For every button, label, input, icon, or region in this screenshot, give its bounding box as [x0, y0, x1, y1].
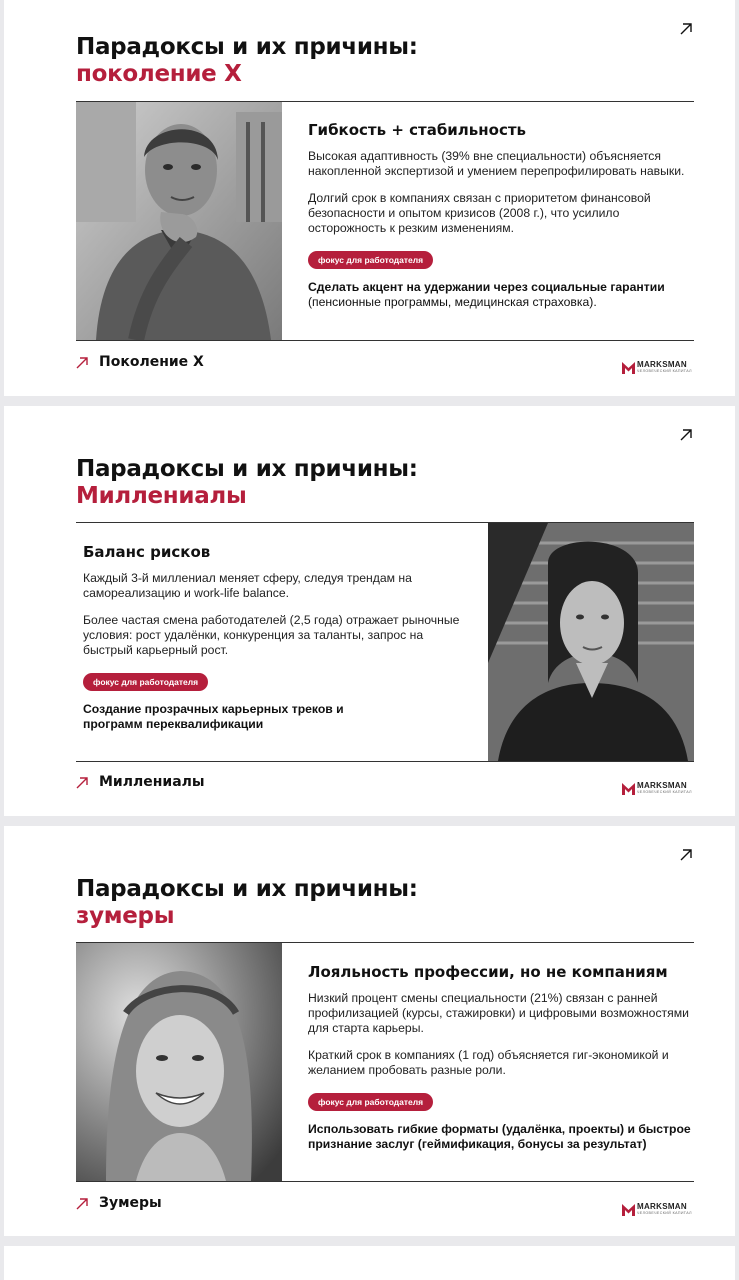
paragraph-2: Более частая смена работодателей (2,5 года) отражает рыночные условия: рост удалёнки, конкуренция за таланты, запрос на быстрый карьерный рост.	[83, 613, 460, 657]
title-line-2: поколение X	[76, 61, 242, 87]
footer-label: Поколение X	[99, 354, 204, 370]
title-line-2: Миллениалы	[76, 483, 247, 509]
employer-focus-badge: фокус для работодателя	[83, 673, 208, 691]
employer-focus-badge: фокус для работодателя	[308, 251, 433, 269]
focus-bold: Использовать гибкие форматы (удалёнка, проекты) и быстрое признание заслуг (геймификация, бонусы за результат)	[308, 1122, 691, 1151]
footer-arrow-icon	[76, 1197, 89, 1210]
next-slide-peek	[4, 1246, 735, 1280]
focus-bold: Сделать акцент на удержании через социальные гарантии	[308, 280, 665, 294]
paragraph-2: Краткий срок в компаниях (1 год) объясняется гиг-экономикой и желанием пробовать разные роли.	[308, 1048, 669, 1077]
footer-label: Зумеры	[99, 1195, 162, 1211]
logo-mark-icon	[622, 362, 635, 374]
section-heading: Баланс рисков	[83, 543, 211, 561]
slide-zoomers	[4, 826, 735, 1236]
focus-bold: Создание прозрачных карьерных треков и программ переквалификации	[83, 702, 344, 731]
portrait-woman-icon	[488, 523, 694, 761]
content-block	[308, 962, 698, 1152]
employer-focus-text	[83, 702, 353, 732]
employer-focus-text	[308, 280, 698, 310]
paragraph-1: Высокая адаптивность (39% вне специальности) объясняется накопленной экспертизой и умением перепрофилировать навыки.	[308, 149, 685, 178]
paragraph-1: Каждый 3-й миллениал меняет сферу, следуя трендам на самореализацию и work-life balance.	[83, 571, 412, 600]
marksman-logo: MARKSMAN ЧЕЛОВЕЧЕСКИЙ КАПИТАЛ	[622, 1202, 697, 1218]
paragraph-1: Низкий процент смены специальности (21%) связан с ранней профилизацией (курсы, стажировки) и цифровыми возможностями для старта карьеры.	[308, 991, 689, 1035]
arrow-up-right-icon[interactable]	[679, 428, 693, 442]
footer-arrow-icon	[76, 776, 89, 789]
title-line-1: Парадоксы и их причины:	[76, 456, 418, 482]
arrow-up-right-icon[interactable]	[679, 848, 693, 862]
bottom-divider	[76, 761, 694, 762]
slide-millennials	[4, 406, 735, 816]
title-line-2: зумеры	[76, 903, 175, 929]
title-line-1: Парадоксы и их причины:	[76, 34, 418, 60]
section-heading: Лояльность профессии, но не компаниям	[308, 963, 668, 981]
title-line-1: Парадоксы и их причины:	[76, 876, 418, 902]
portrait-woman-photo	[488, 523, 694, 761]
employer-focus-text	[308, 1122, 698, 1152]
slide-title	[76, 34, 418, 88]
slide-generation-x	[4, 0, 735, 396]
bottom-divider	[76, 340, 694, 341]
slide-title	[76, 456, 418, 510]
portrait-girl-icon	[76, 943, 282, 1181]
content-block	[308, 120, 698, 310]
bottom-divider	[76, 1181, 694, 1182]
logo-mark-icon	[622, 1204, 635, 1216]
arrow-up-right-icon[interactable]	[679, 22, 693, 36]
portrait-man-photo	[76, 102, 282, 340]
content-block	[83, 542, 473, 732]
slide-title	[76, 876, 418, 930]
portrait-girl-photo	[76, 943, 282, 1181]
footer-arrow-icon	[76, 356, 89, 369]
marksman-logo: MARKSMAN ЧЕЛОВЕЧЕСКИЙ КАПИТАЛ	[622, 781, 697, 797]
section-heading: Гибкость + стабильность	[308, 121, 527, 139]
marksman-logo: MARKSMAN ЧЕЛОВЕЧЕСКИЙ КАПИТАЛ	[622, 360, 697, 376]
logo-mark-icon	[622, 783, 635, 795]
footer-label: Миллениалы	[99, 774, 205, 790]
focus-rest: (пенсионные программы, медицинская страховка).	[308, 295, 597, 309]
paragraph-2: Долгий срок в компаниях связан с приоритетом финансовой безопасности и опытом кризисов (2008 г.), что усилило осторожность к резким изменениям.	[308, 191, 651, 235]
employer-focus-badge: фокус для работодателя	[308, 1093, 433, 1111]
portrait-man-icon	[76, 102, 282, 340]
